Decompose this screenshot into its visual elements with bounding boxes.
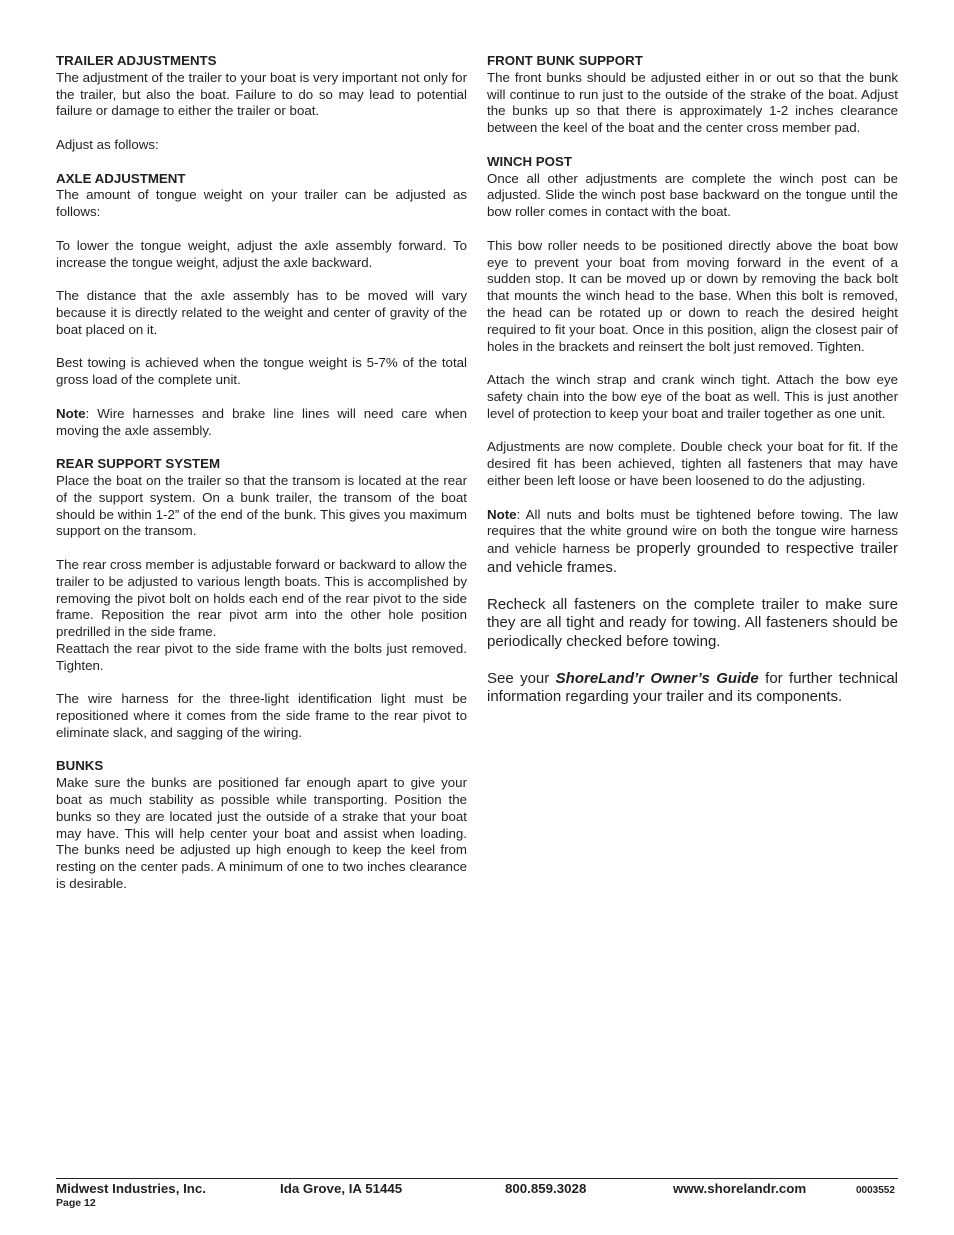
footer-website: www.shorelandr.com <box>673 1181 807 1196</box>
rear-text-1: Place the boat on the trailer so that the transom is located at the rear of the support system. On a bunk trailer, the transom of the boat should be within 1-2” of the end of the bunk. This gives you maximum support on the transom. <box>56 472 467 539</box>
axle-adjustment-heading: AXLE ADJUSTMENT <box>56 170 186 186</box>
rear-text-2: The rear cross member is adjustable forward or backward to allow the trailer to be adjusted to various length boats. This is accomplished by removing the pivot bolt on holds each end of the rear pivot to the side frame. Reposition the rear pivot arm into the other hole position predrilled in the side frame. <box>56 556 467 640</box>
bunks-heading: BUNKS <box>56 758 104 774</box>
owners-guide-text <box>487 670 898 707</box>
footer-page-number: Page 12 <box>56 1197 96 1209</box>
axle-note <box>56 406 467 440</box>
footer-phone: 800.859.3028 <box>505 1181 587 1196</box>
owners-guide-pre: See your <box>487 669 556 687</box>
winch-note-label: Note <box>487 506 517 522</box>
trailer-adjustments-text: The adjustment of the trailer to your boat is very important not only for the trailer, but also the boat. Failure to do so may lead to potential failure or damage to either the trailer or boat. <box>56 69 467 119</box>
rear-text-3: Reattach the rear pivot to the side frame with the bolts just removed. Tighten. <box>56 640 467 673</box>
winch-text-2: This bow roller needs to be positioned directly above the boat bow eye to prevent your boat from moving forward in the event of a sudden stop. It can be moved up or down by removing the back bolt that mounts the winch head to the base. When this bolt is removed, the head can be rotated up or down to reach the desired height required to fit your boat. Once in this position, align the closest pair of holes in the brackets and reinsert the bolt just removed. Tighten. <box>487 237 898 354</box>
axle-note-label: Note <box>56 405 86 421</box>
axle-note-text: : Wire harnesses and brake line lines will need care when moving the axle assembly. <box>56 405 467 438</box>
recheck-fasteners-text: Recheck all fasteners on the complete trailer to make sure they are all tight and ready for towing. All fasteners should be periodically checked before towing. <box>487 595 898 650</box>
winch-text-3: Attach the winch strap and crank winch tight. Attach the bow eye safety chain into the bow eye of the boat as well. This is just another level of protection to keep your boat and trailer together as one unit. <box>487 372 898 421</box>
axle-text-2: To lower the tongue weight, adjust the axle assembly forward. To increase the tongue weight, adjust the axle backward. <box>56 237 467 270</box>
axle-text-1: The amount of tongue weight on your trailer can be adjusted as follows: <box>56 187 467 220</box>
axle-text-4: Best towing is achieved when the tongue weight is 5-7% of the total gross load of the complete unit. <box>56 355 467 388</box>
right-column <box>487 53 898 723</box>
adjust-as-follows: Adjust as follows: <box>56 136 159 152</box>
left-column <box>56 53 467 910</box>
rear-text-4: The wire harness for the three-light identification light must be repositioned where it comes from the side frame to the rear pivot to eliminate slack, and sagging of the wiring. <box>56 691 467 740</box>
winch-note-text: : All nuts and bolts must be tightened before towing. The law requires that the white ground wire on both the tongue wire harness and vehicle harness be <box>487 506 898 557</box>
front-bunk-heading: FRONT BUNK SUPPORT <box>487 53 643 68</box>
bunks-text: Make sure the bunks are positioned far enough apart to give your boat as much stability as possible while transporting. Position the bunks so they are located just the outside of a strake that your boat may have. This will help center your boat and assist when loading. The bunks need be adjusted up high enough to keep the keel from resting on the center pads. A minimum of one to two inches clearance is desirable. <box>56 775 467 892</box>
winch-note-text-large: properly grounded to respective trailer and vehicle frames. <box>487 540 898 576</box>
footer-company: Midwest Industries, Inc. <box>56 1181 206 1196</box>
owners-guide-title: ShoreLand’r Owner’s Guide <box>555 669 759 687</box>
winch-post-heading: WINCH POST <box>487 153 572 169</box>
axle-text-3: The distance that the axle assembly has to be moved will vary because it is directly related to the weight and center of gravity of the boat placed on it. <box>56 288 467 337</box>
rear-support-heading: REAR SUPPORT SYSTEM <box>56 456 221 472</box>
winch-text-1: Once all other adjustments are complete the winch post can be adjusted. Slide the winch post base backward on the tongue until the bow roller comes in contact with the boat. <box>487 170 898 220</box>
owners-guide-post: for further technical information regarding your trailer and its components. <box>487 669 898 706</box>
footer-city: Ida Grove, IA 51445 <box>280 1181 403 1196</box>
footer-doc-number: 0003552 <box>856 1185 895 1196</box>
front-bunk-text: The front bunks should be adjusted either in or out so that the bunk will continue to run just to the outside of the strake of the boat. Adjust the bunks up so that there is approximately 1-2 inches clearance between the keel of the boat and the center cross member pad. <box>487 69 898 136</box>
winch-note <box>487 507 898 578</box>
footer-divider <box>56 1178 898 1179</box>
trailer-adjustments-heading: TRAILER ADJUSTMENTS <box>56 53 217 68</box>
winch-text-4: Adjustments are now complete. Double check your boat for fit. If the desired fit has been achieved, tighten all fasteners that may have either been left loose or have been loosened to do the adjusting. <box>487 439 898 488</box>
